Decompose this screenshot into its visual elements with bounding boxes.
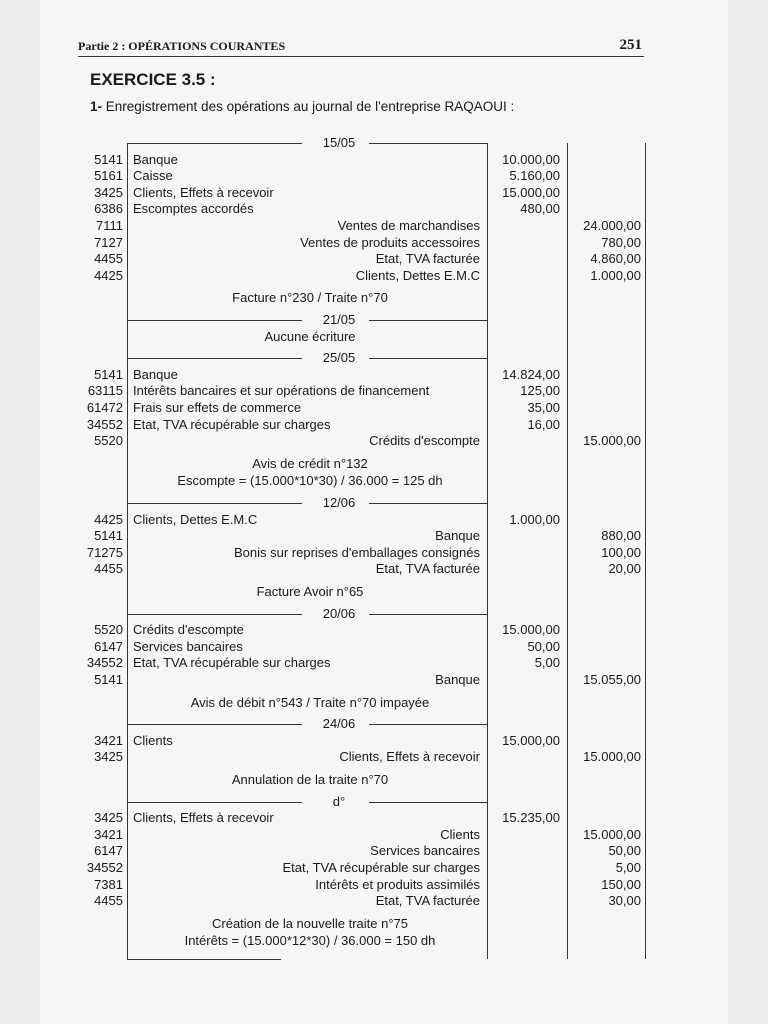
account-number: 5520 xyxy=(94,433,123,449)
entry-date: 21/05 xyxy=(322,312,356,327)
journal-line xyxy=(0,860,768,876)
credit-amount: 50,00 xyxy=(608,843,641,859)
credit-account-label: Clients, Effets à recevoir xyxy=(339,749,480,765)
debit-account-label: Services bancaires xyxy=(133,638,243,654)
header-part-title: Partie 2 : OPÉRATIONS COURANTES xyxy=(78,39,286,53)
entry-rule xyxy=(127,959,281,960)
journal-line xyxy=(0,268,768,284)
credit-amount: 15.000,00 xyxy=(583,433,641,449)
account-number: 7127 xyxy=(94,234,123,250)
account-number: 3421 xyxy=(94,732,123,748)
entry-note: Avis de crédit n°132 xyxy=(252,455,368,471)
credit-account-label: Banque xyxy=(435,528,480,544)
debit-account-label: Clients xyxy=(133,732,173,748)
account-number: 5141 xyxy=(94,151,123,167)
journal-line xyxy=(0,545,768,561)
entry-rule xyxy=(127,320,302,321)
journal-line xyxy=(0,528,768,544)
account-number: 7111 xyxy=(96,218,123,233)
entry-rule xyxy=(369,614,487,615)
debit-account-label: Banque xyxy=(133,366,178,382)
page-number: 251 xyxy=(619,37,642,53)
account-number: 71275 xyxy=(86,544,123,560)
column-rule xyxy=(487,143,488,959)
debit-account-label: Escomptes accordés xyxy=(133,201,254,217)
debit-amount: 15.000,00 xyxy=(502,732,560,748)
debit-account-label: Etat, TVA récupérable sur charges xyxy=(133,416,331,432)
credit-amount: 880,00 xyxy=(601,528,641,544)
journal-line xyxy=(0,251,768,267)
account-number: 3425 xyxy=(94,184,123,200)
journal-line xyxy=(0,201,768,217)
journal-line xyxy=(0,622,768,638)
entry-rule xyxy=(127,358,302,359)
entry-rule xyxy=(369,358,487,359)
credit-amount: 24.000,00 xyxy=(583,218,641,233)
journal-line xyxy=(0,433,768,449)
account-number: 6147 xyxy=(94,843,123,859)
account-number: 5141 xyxy=(94,366,123,382)
credit-account-label: Clients xyxy=(440,826,480,842)
account-number: 3421 xyxy=(94,826,123,842)
debit-amount: 480,00 xyxy=(520,201,560,217)
account-number: 3425 xyxy=(94,749,123,765)
column-rule xyxy=(127,143,128,959)
account-number: 4425 xyxy=(94,267,123,283)
account-number: 34552 xyxy=(86,416,123,432)
credit-account-label: Ventes de produits accessoires xyxy=(300,234,480,250)
credit-amount: 100,00 xyxy=(601,544,641,560)
debit-amount: 14.824,00 xyxy=(502,366,560,382)
entry-note: Aucune écriture xyxy=(264,328,356,344)
column-rule xyxy=(567,143,568,959)
entry-rule xyxy=(127,724,302,725)
account-number: 34552 xyxy=(86,655,123,671)
journal-line xyxy=(0,639,768,655)
journal-line xyxy=(0,843,768,859)
credit-amount: 150,00 xyxy=(601,876,641,892)
account-number: 5141 xyxy=(94,528,123,544)
journal-line xyxy=(0,235,768,251)
debit-account-label: Frais sur effets de commerce xyxy=(133,400,302,415)
entry-rule xyxy=(127,503,302,504)
debit-amount: 15.000,00 xyxy=(502,184,560,200)
debit-amount: 15.235,00 xyxy=(502,810,560,826)
journal-line xyxy=(0,877,768,893)
entry-note: Intérêts = (15.000*12*30) / 36.000 = 150 dh xyxy=(184,933,436,949)
entry-rule xyxy=(127,802,302,803)
entry-date: 15/05 xyxy=(322,135,356,150)
account-number: 4425 xyxy=(94,511,123,527)
account-number: 61472 xyxy=(86,400,123,415)
entry-note: Avis de débit n°543 / Traite n°70 impayée xyxy=(190,694,430,710)
credit-account-label: Intérêts et produits assimilés xyxy=(315,876,480,892)
debit-amount: 35,00 xyxy=(527,400,560,415)
journal-line xyxy=(0,367,768,383)
intro-text: Enregistrement des opérations au journal de l'entreprise RAQAOUI : xyxy=(102,99,515,114)
account-number: 6147 xyxy=(94,638,123,654)
journal-line xyxy=(0,185,768,201)
entry-note: Escompte = (15.000*10*30) / 36.000 = 125 dh xyxy=(177,473,443,489)
debit-amount: 10.000,00 xyxy=(502,151,560,167)
entry-rule xyxy=(127,614,302,615)
credit-account-label: Services bancaires xyxy=(370,843,480,859)
journal-line xyxy=(0,417,768,433)
debit-amount: 15.000,00 xyxy=(502,622,560,638)
debit-amount: 16,00 xyxy=(527,416,560,432)
journal-line xyxy=(0,561,768,577)
entry-note: Création de la nouvelle traite n°75 xyxy=(212,915,408,931)
account-number: 63115 xyxy=(87,383,123,399)
credit-amount: 15.055,00 xyxy=(583,672,641,687)
debit-account-label: Intérêts bancaires et sur opérations de financement xyxy=(133,383,430,399)
column-rule xyxy=(645,143,646,959)
journal-line xyxy=(0,749,768,765)
journal-line xyxy=(0,893,768,909)
account-number: 4455 xyxy=(94,251,123,267)
credit-account-label: Ventes de marchandises xyxy=(337,218,480,233)
entry-date: 24/06 xyxy=(322,716,356,732)
debit-amount: 1.000,00 xyxy=(509,511,560,527)
journal-line xyxy=(0,655,768,671)
entry-rule xyxy=(369,503,487,504)
credit-amount: 30,00 xyxy=(608,893,641,909)
journal-line xyxy=(0,218,768,234)
debit-account-label: Clients, Effets à recevoir xyxy=(133,184,274,200)
exercise-title: EXERCICE 3.5 : xyxy=(90,70,216,89)
debit-account-label: Etat, TVA récupérable sur charges xyxy=(133,655,331,671)
entry-rule xyxy=(369,143,487,144)
entry-note: Facture n°230 / Traite n°70 xyxy=(232,290,388,306)
entry-rule xyxy=(127,143,302,144)
credit-amount: 15.000,00 xyxy=(583,749,641,765)
credit-account-label: Crédits d'escompte xyxy=(369,433,480,449)
credit-amount: 4.860,00 xyxy=(590,251,641,267)
credit-account-label: Etat, TVA facturée xyxy=(375,893,480,909)
credit-amount: 5,00 xyxy=(615,860,641,875)
account-number: 5520 xyxy=(94,622,123,638)
entry-rule xyxy=(369,320,487,321)
journal-line xyxy=(0,672,768,688)
entry-date: 25/05 xyxy=(322,350,356,366)
debit-amount: 5.160,00 xyxy=(509,168,560,184)
debit-account-label: Clients, Effets à recevoir xyxy=(133,810,274,826)
credit-account-label: Bonis sur reprises d'emballages consignés xyxy=(234,544,480,560)
credit-amount: 780,00 xyxy=(601,234,641,250)
credit-amount: 1.000,00 xyxy=(590,267,641,283)
journal-line xyxy=(0,810,768,826)
debit-account-label: Banque xyxy=(133,151,178,167)
entry-note: Facture Avoir n°65 xyxy=(256,584,364,599)
debit-account-label: Caisse xyxy=(133,168,173,184)
entry-date: 12/06 xyxy=(322,495,356,510)
journal-line xyxy=(0,152,768,168)
journal-line xyxy=(0,733,768,749)
credit-account-label: Etat, TVA récupérable sur charges xyxy=(282,860,480,875)
entry-date: 20/06 xyxy=(322,605,356,621)
entry-date: d° xyxy=(332,793,346,809)
journal-line xyxy=(0,512,768,528)
account-number: 5161 xyxy=(94,168,123,184)
account-number: 6386 xyxy=(94,201,123,217)
entry-rule xyxy=(369,724,487,725)
debit-amount: 125,00 xyxy=(520,383,560,399)
credit-amount: 20,00 xyxy=(608,561,641,577)
credit-account-label: Etat, TVA facturée xyxy=(375,251,480,267)
credit-amount: 15.000,00 xyxy=(583,826,641,842)
account-number: 4455 xyxy=(94,561,123,577)
journal-line xyxy=(0,827,768,843)
entry-note: Annulation de la traite n°70 xyxy=(231,772,389,787)
entry-rule xyxy=(369,802,487,803)
debit-account-label: Clients, Dettes E.M.C xyxy=(133,511,258,527)
debit-amount: 50,00 xyxy=(527,638,560,654)
account-number: 7381 xyxy=(94,876,123,892)
account-number: 4455 xyxy=(94,893,123,909)
intro-number: 1- xyxy=(90,99,103,114)
debit-account-label: Crédits d'escompte xyxy=(133,622,244,638)
journal-line xyxy=(0,400,768,416)
account-number: 34552 xyxy=(86,860,123,875)
journal-line xyxy=(0,383,768,399)
account-number: 5141 xyxy=(94,672,123,687)
debit-amount: 5,00 xyxy=(534,655,560,671)
account-number: 3425 xyxy=(94,810,123,826)
credit-account-label: Etat, TVA facturée xyxy=(375,561,480,577)
journal-line xyxy=(0,168,768,184)
credit-account-label: Clients, Dettes E.M.C xyxy=(355,267,480,283)
credit-account-label: Banque xyxy=(435,672,480,687)
